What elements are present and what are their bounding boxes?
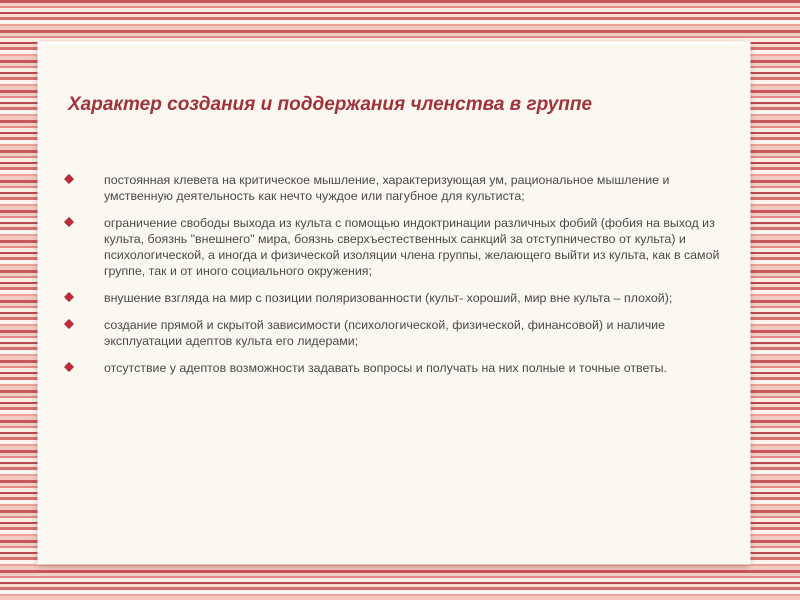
list-item bbox=[66, 172, 726, 204]
bullet-text: внушение взгляда на мир с позиции поляризованности (культ- хороший, мир вне культа – плохой); bbox=[104, 291, 673, 305]
bullet-list bbox=[66, 172, 726, 387]
bullet-text: ограничение свободы выхода из культа с помощью индоктринации различных фобий (фобия на выход из культа, боязнь "внешнего" мира, боязнь сверхъестественных санкций за отступничество от культа) и психологической, а иногда и физической изоляции члена группы, желающего выйти из культа, как в самой группе, так и от иного социального окружения; bbox=[104, 216, 720, 278]
diamond-bullet-icon bbox=[65, 175, 73, 183]
bullet-text: создание прямой и скрытой зависимости (психологической, физической, финансовой) и наличие эксплуатации адептов культа его лидерами; bbox=[104, 318, 665, 348]
diamond-bullet-icon bbox=[65, 363, 73, 371]
slide-title: Характер создания и поддержания членства в группе bbox=[68, 94, 593, 115]
diamond-bullet-icon bbox=[65, 293, 73, 301]
list-item bbox=[66, 317, 726, 349]
list-item bbox=[66, 215, 726, 279]
bullet-text: постоянная клевета на критическое мышление, характеризующая ум, рациональное мышление и умственную деятельность как нечто чуждое или пагубное для культиста; bbox=[104, 173, 670, 203]
diamond-bullet-icon bbox=[65, 218, 73, 226]
list-item bbox=[66, 360, 726, 376]
list-item bbox=[66, 290, 726, 306]
slide-panel bbox=[38, 42, 750, 564]
diamond-bullet-icon bbox=[65, 320, 73, 328]
bullet-text: отсутствие у адептов возможности задавать вопросы и получать на них полные и точные ответы. bbox=[104, 361, 667, 375]
